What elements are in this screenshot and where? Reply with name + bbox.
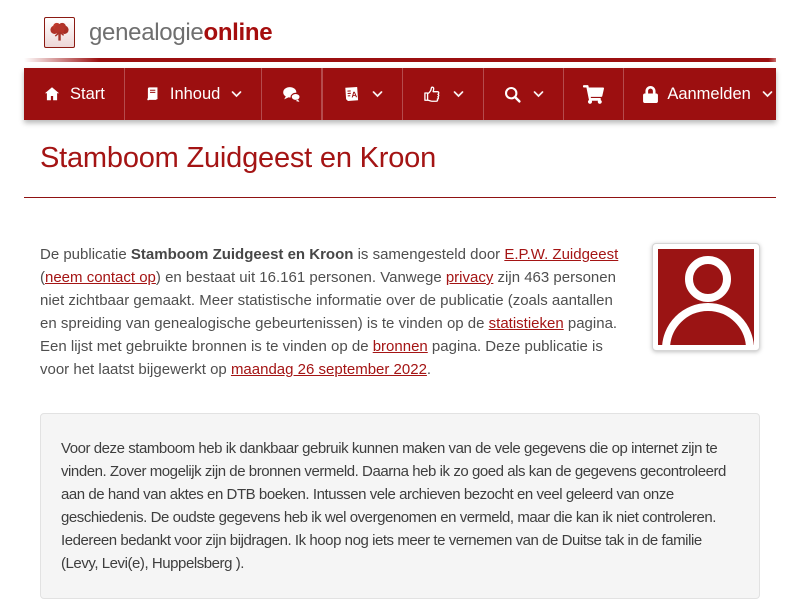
nav-start[interactable] [24, 68, 125, 120]
brand-title[interactable] [89, 19, 272, 47]
home-icon [43, 85, 61, 103]
title-divider [24, 197, 776, 198]
thumbs-up-icon [422, 84, 442, 104]
intro-text: is samengesteld door [353, 246, 505, 263]
chevron-down-icon [453, 90, 464, 98]
intro-link[interactable]: statistieken [488, 315, 564, 332]
chevron-down-icon [762, 90, 773, 98]
intro-paragraph [40, 243, 630, 381]
nav-aanmelden-label: Aanmelden [667, 84, 751, 103]
person-icon [658, 249, 754, 345]
nav-favorites[interactable] [402, 68, 483, 120]
intro-text: . [426, 361, 432, 378]
nav-inhoud[interactable] [125, 68, 262, 120]
chevron-down-icon [533, 90, 544, 98]
search-icon [503, 85, 522, 104]
book-icon [144, 86, 161, 103]
intro-link[interactable]: neem contact op [45, 269, 156, 286]
lock-icon [643, 86, 658, 103]
author-avatar[interactable] [652, 243, 760, 351]
language-icon [342, 85, 361, 104]
intro-link[interactable]: maandag 26 september 2022 [230, 361, 427, 378]
cart-icon [583, 85, 604, 104]
intro-text: De publicatie [40, 246, 131, 263]
nav-start-label: Start [70, 84, 105, 103]
chevron-down-icon [372, 90, 383, 98]
main-navbar [24, 68, 776, 120]
brand-part-gray: genealogie [89, 18, 204, 46]
nav-language[interactable] [322, 68, 402, 120]
intro-link[interactable]: privacy [445, 269, 494, 286]
comments-icon [281, 85, 302, 104]
header-divider [24, 58, 776, 62]
nav-aanmelden[interactable] [623, 68, 791, 120]
intro-text: pagina. Deze publicatie is voor het laatst bijgewerkt op [40, 338, 603, 378]
page-title: Stamboom Zuidgeest en Kroon [40, 142, 436, 174]
nav-search[interactable] [483, 68, 563, 120]
site-header [0, 0, 800, 58]
nav-cart[interactable] [563, 68, 623, 120]
tree-logo[interactable] [44, 17, 75, 48]
chevron-down-icon [231, 90, 242, 98]
publication-intro [40, 243, 760, 381]
author-quote [40, 413, 760, 599]
intro-link[interactable]: E.P.W. Zuidgeest [504, 246, 619, 263]
intro-link[interactable]: bronnen [372, 338, 428, 355]
quote-text: Voor deze stamboom heb ik dankbaar gebruik kunnen maken van de vele gegevens die op internet zijn te vinden. Zover mogelijk zijn de bronnen vermeld. Daarna heb ik zo goed als kan de gegevens gecontroleerd aan de hand van aktes en DTB boeken. Intussen vele archieven bezocht en veel geleerd van onze geschiedenis. De oudste gegevens heb ik wel overgenomen en vermeld, maar die kan ik niet controleren. Iedereen bedankt voor zijn bijdragen. Ik hoop nog iets meer te vernemen van de Duitse tak in de familie (Levy, Levi(e), Huppelsberg ). [61, 440, 726, 572]
intro-text: ( [40, 269, 45, 286]
intro-bold-text: Stamboom Zuidgeest en Kroon [130, 246, 354, 263]
intro-text: zijn 463 personen niet zichtbaar gemaakt. Meer statistische informatie over de publicatie (zoals aantallen en spreiding van genealogische gebeurtenissen) is te vinden op de [40, 269, 616, 332]
nav-messages[interactable] [262, 68, 322, 120]
intro-text: pagina. Een lijst met gebruikte bronnen is te vinden op de [40, 315, 618, 355]
brand-part-red: online [203, 18, 273, 46]
intro-text: ) en bestaat uit 16.161 personen. Vanwege [155, 269, 446, 286]
nav-inhoud-label: Inhoud [169, 84, 221, 103]
svg-text:A: A [351, 89, 358, 100]
